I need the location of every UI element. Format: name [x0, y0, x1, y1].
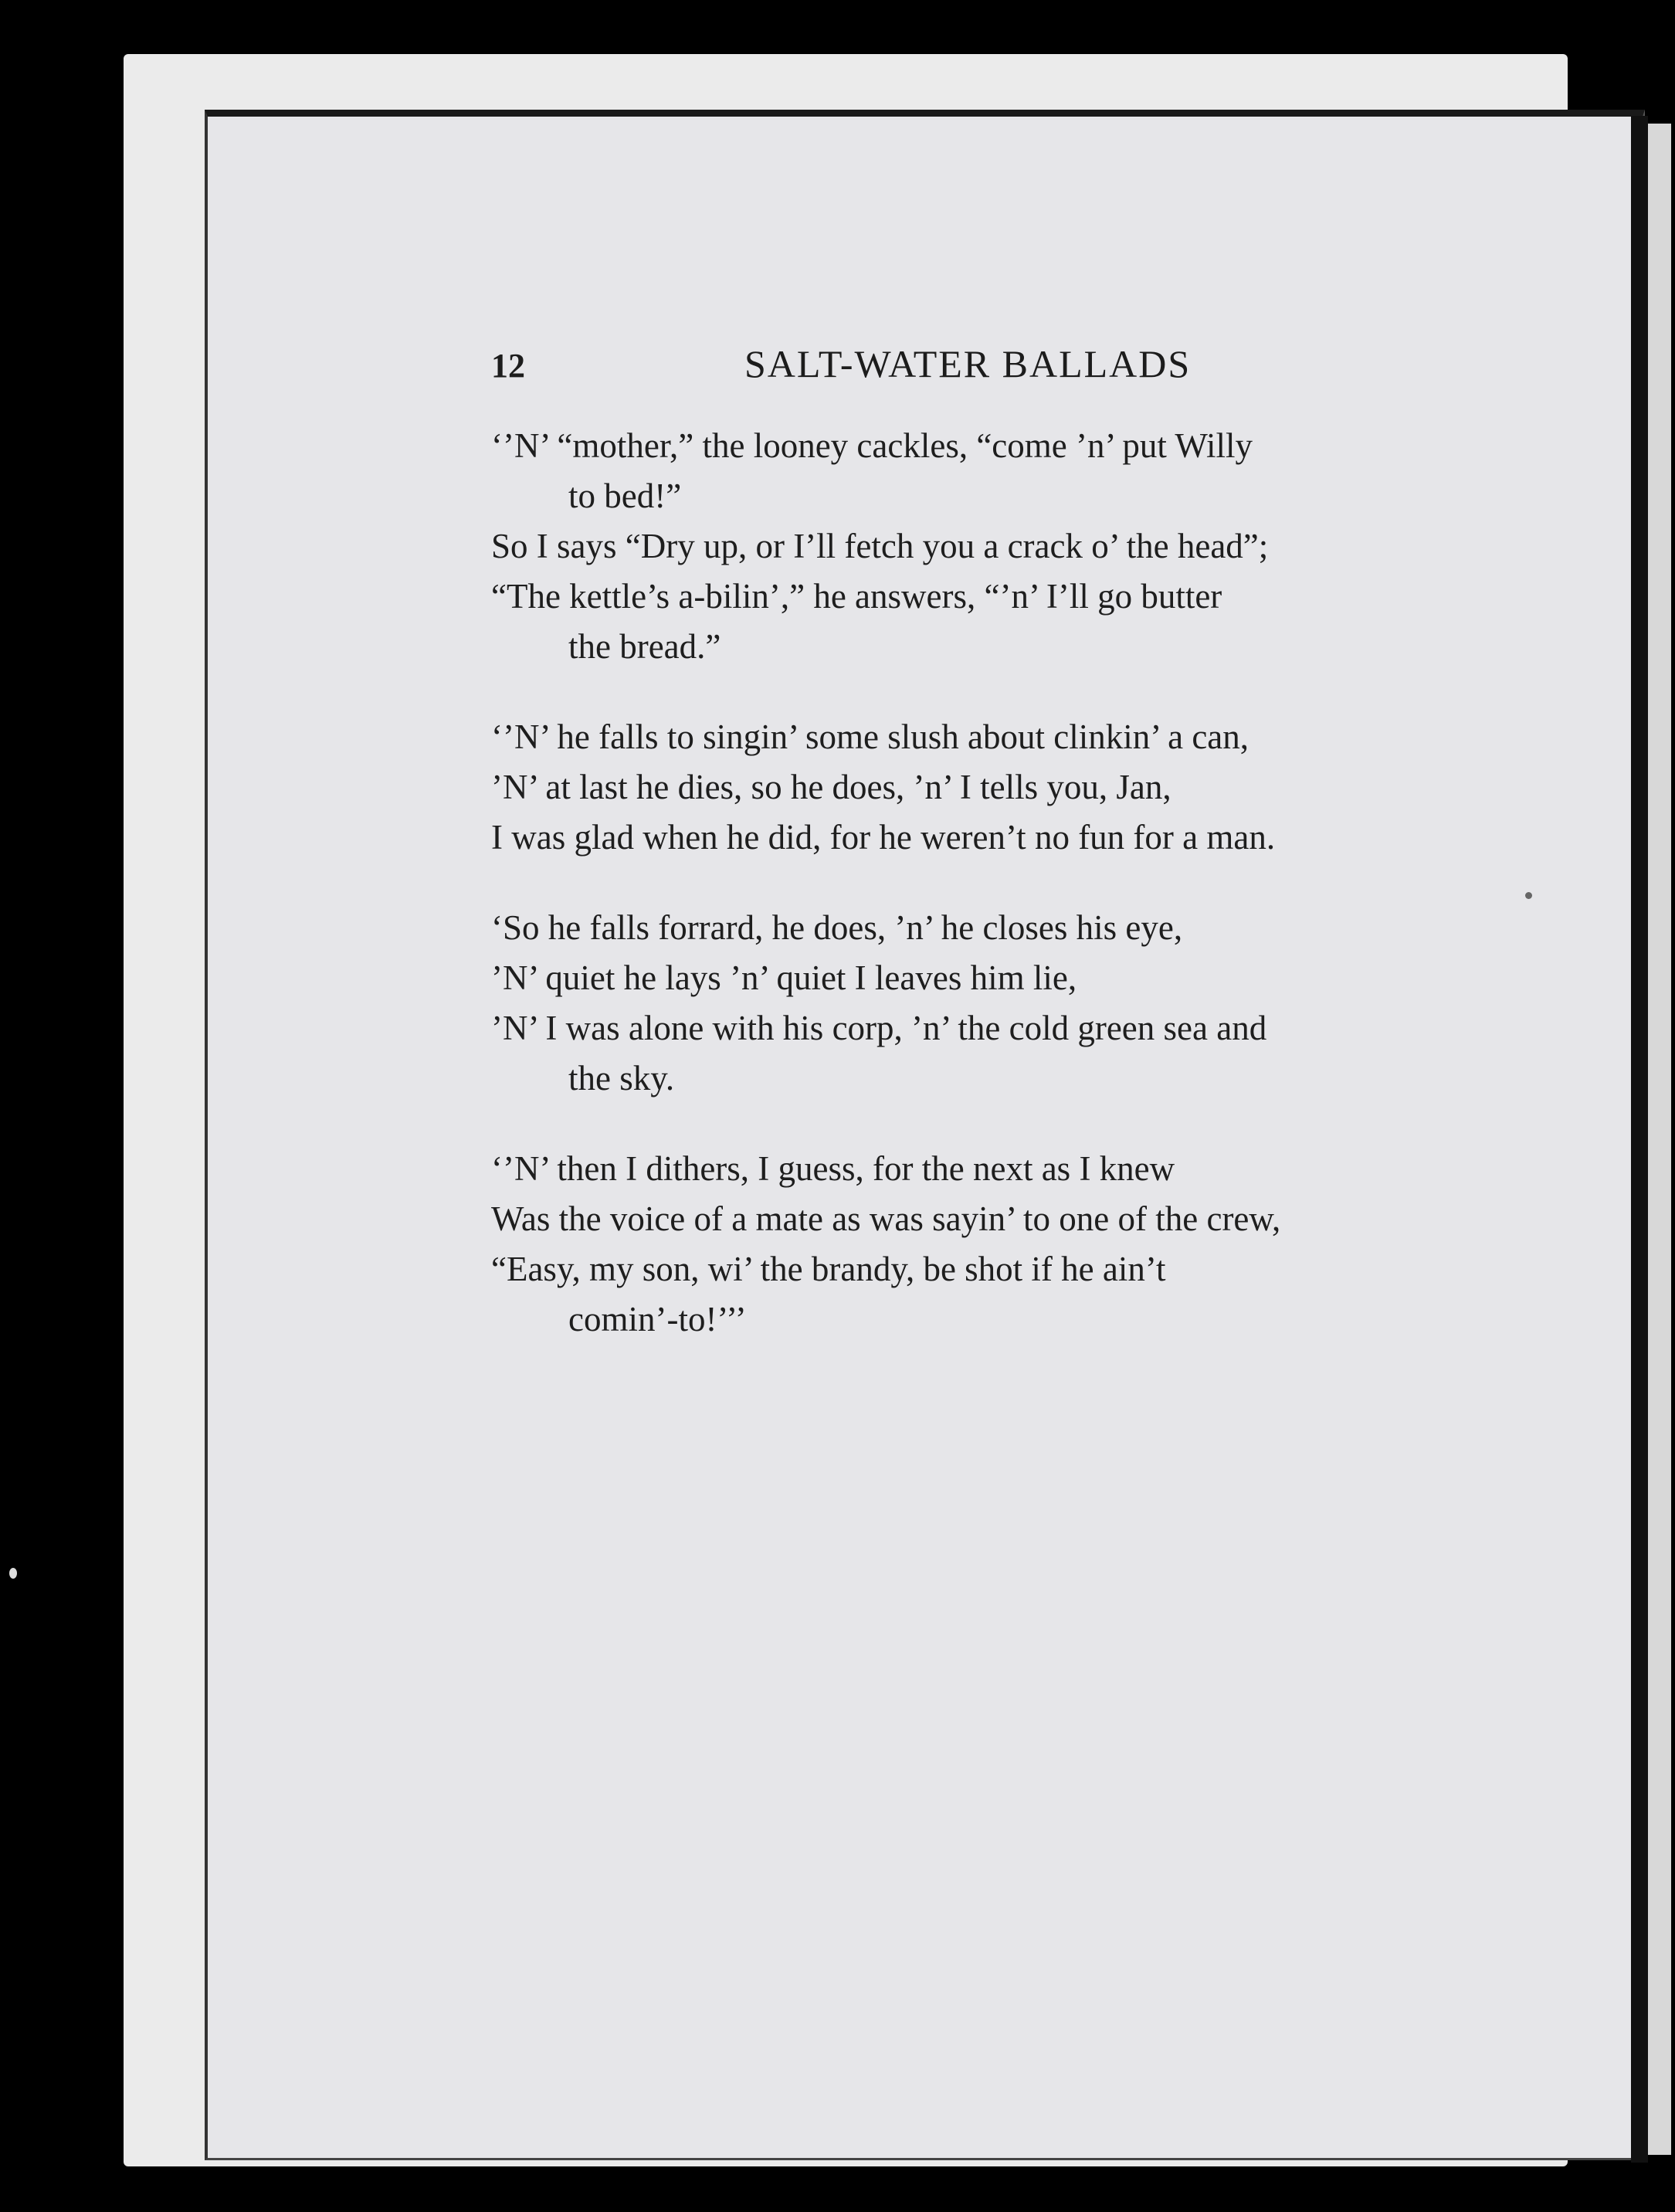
verse-line: ’N’ I was alone with his corp, ’n’ the cold green sea and	[491, 1009, 1267, 1047]
running-title: SALT-WATER BALLADS	[744, 342, 1192, 385]
verse-line: ’N’ at last he dies, so he does, ’n’ I tells you, Jan,	[491, 768, 1171, 806]
verse-line-continuation: the bread.”	[568, 627, 721, 666]
next-page-edge	[1648, 124, 1671, 2155]
verse-line: “Easy, my son, wi’ the brandy, be shot if he ain’t	[491, 1250, 1166, 1288]
verse-line-continuation: to bed!”	[568, 477, 682, 515]
stanza-1	[491, 421, 1456, 672]
stanza-2	[491, 712, 1456, 863]
verse-line: ’N’ quiet he lays ’n’ quiet I leaves him lie,	[491, 958, 1077, 997]
ink-speck	[1525, 892, 1532, 899]
page-edge-shadow	[1631, 116, 1648, 2163]
verse-line: ‘So he falls forrard, he does, ’n’ he closes his eye,	[491, 908, 1183, 947]
verse-line: Was the voice of a mate as was sayin’ to one of the crew,	[491, 1199, 1281, 1238]
verse-line-continuation: comin’-to!’’’	[568, 1300, 747, 1338]
verse-line: ‘’N’ “mother,” the looney cackles, “come ’n’ put Willy	[491, 426, 1253, 465]
verse-line: So I says “Dry up, or I’ll fetch you a crack o’ the head”;	[491, 527, 1269, 565]
verse-line: ‘’N’ he falls to singin’ some slush about clinkin’ a can,	[491, 718, 1249, 756]
poem-body	[491, 421, 1456, 1385]
stanza-3	[491, 903, 1456, 1104]
verse-line: “The kettle’s a-bilin’,” he answers, “’n’ I’ll go butter	[491, 577, 1222, 616]
page-number: 12	[491, 347, 525, 385]
stanza-4	[491, 1144, 1456, 1345]
verse-line-continuation: the sky.	[568, 1059, 675, 1098]
verse-line: I was glad when he did, for he weren’t no fun for a man.	[491, 818, 1276, 857]
ink-speck	[9, 1568, 17, 1579]
verse-line: ‘’N’ then I dithers, I guess, for the next as I knew	[491, 1149, 1175, 1188]
